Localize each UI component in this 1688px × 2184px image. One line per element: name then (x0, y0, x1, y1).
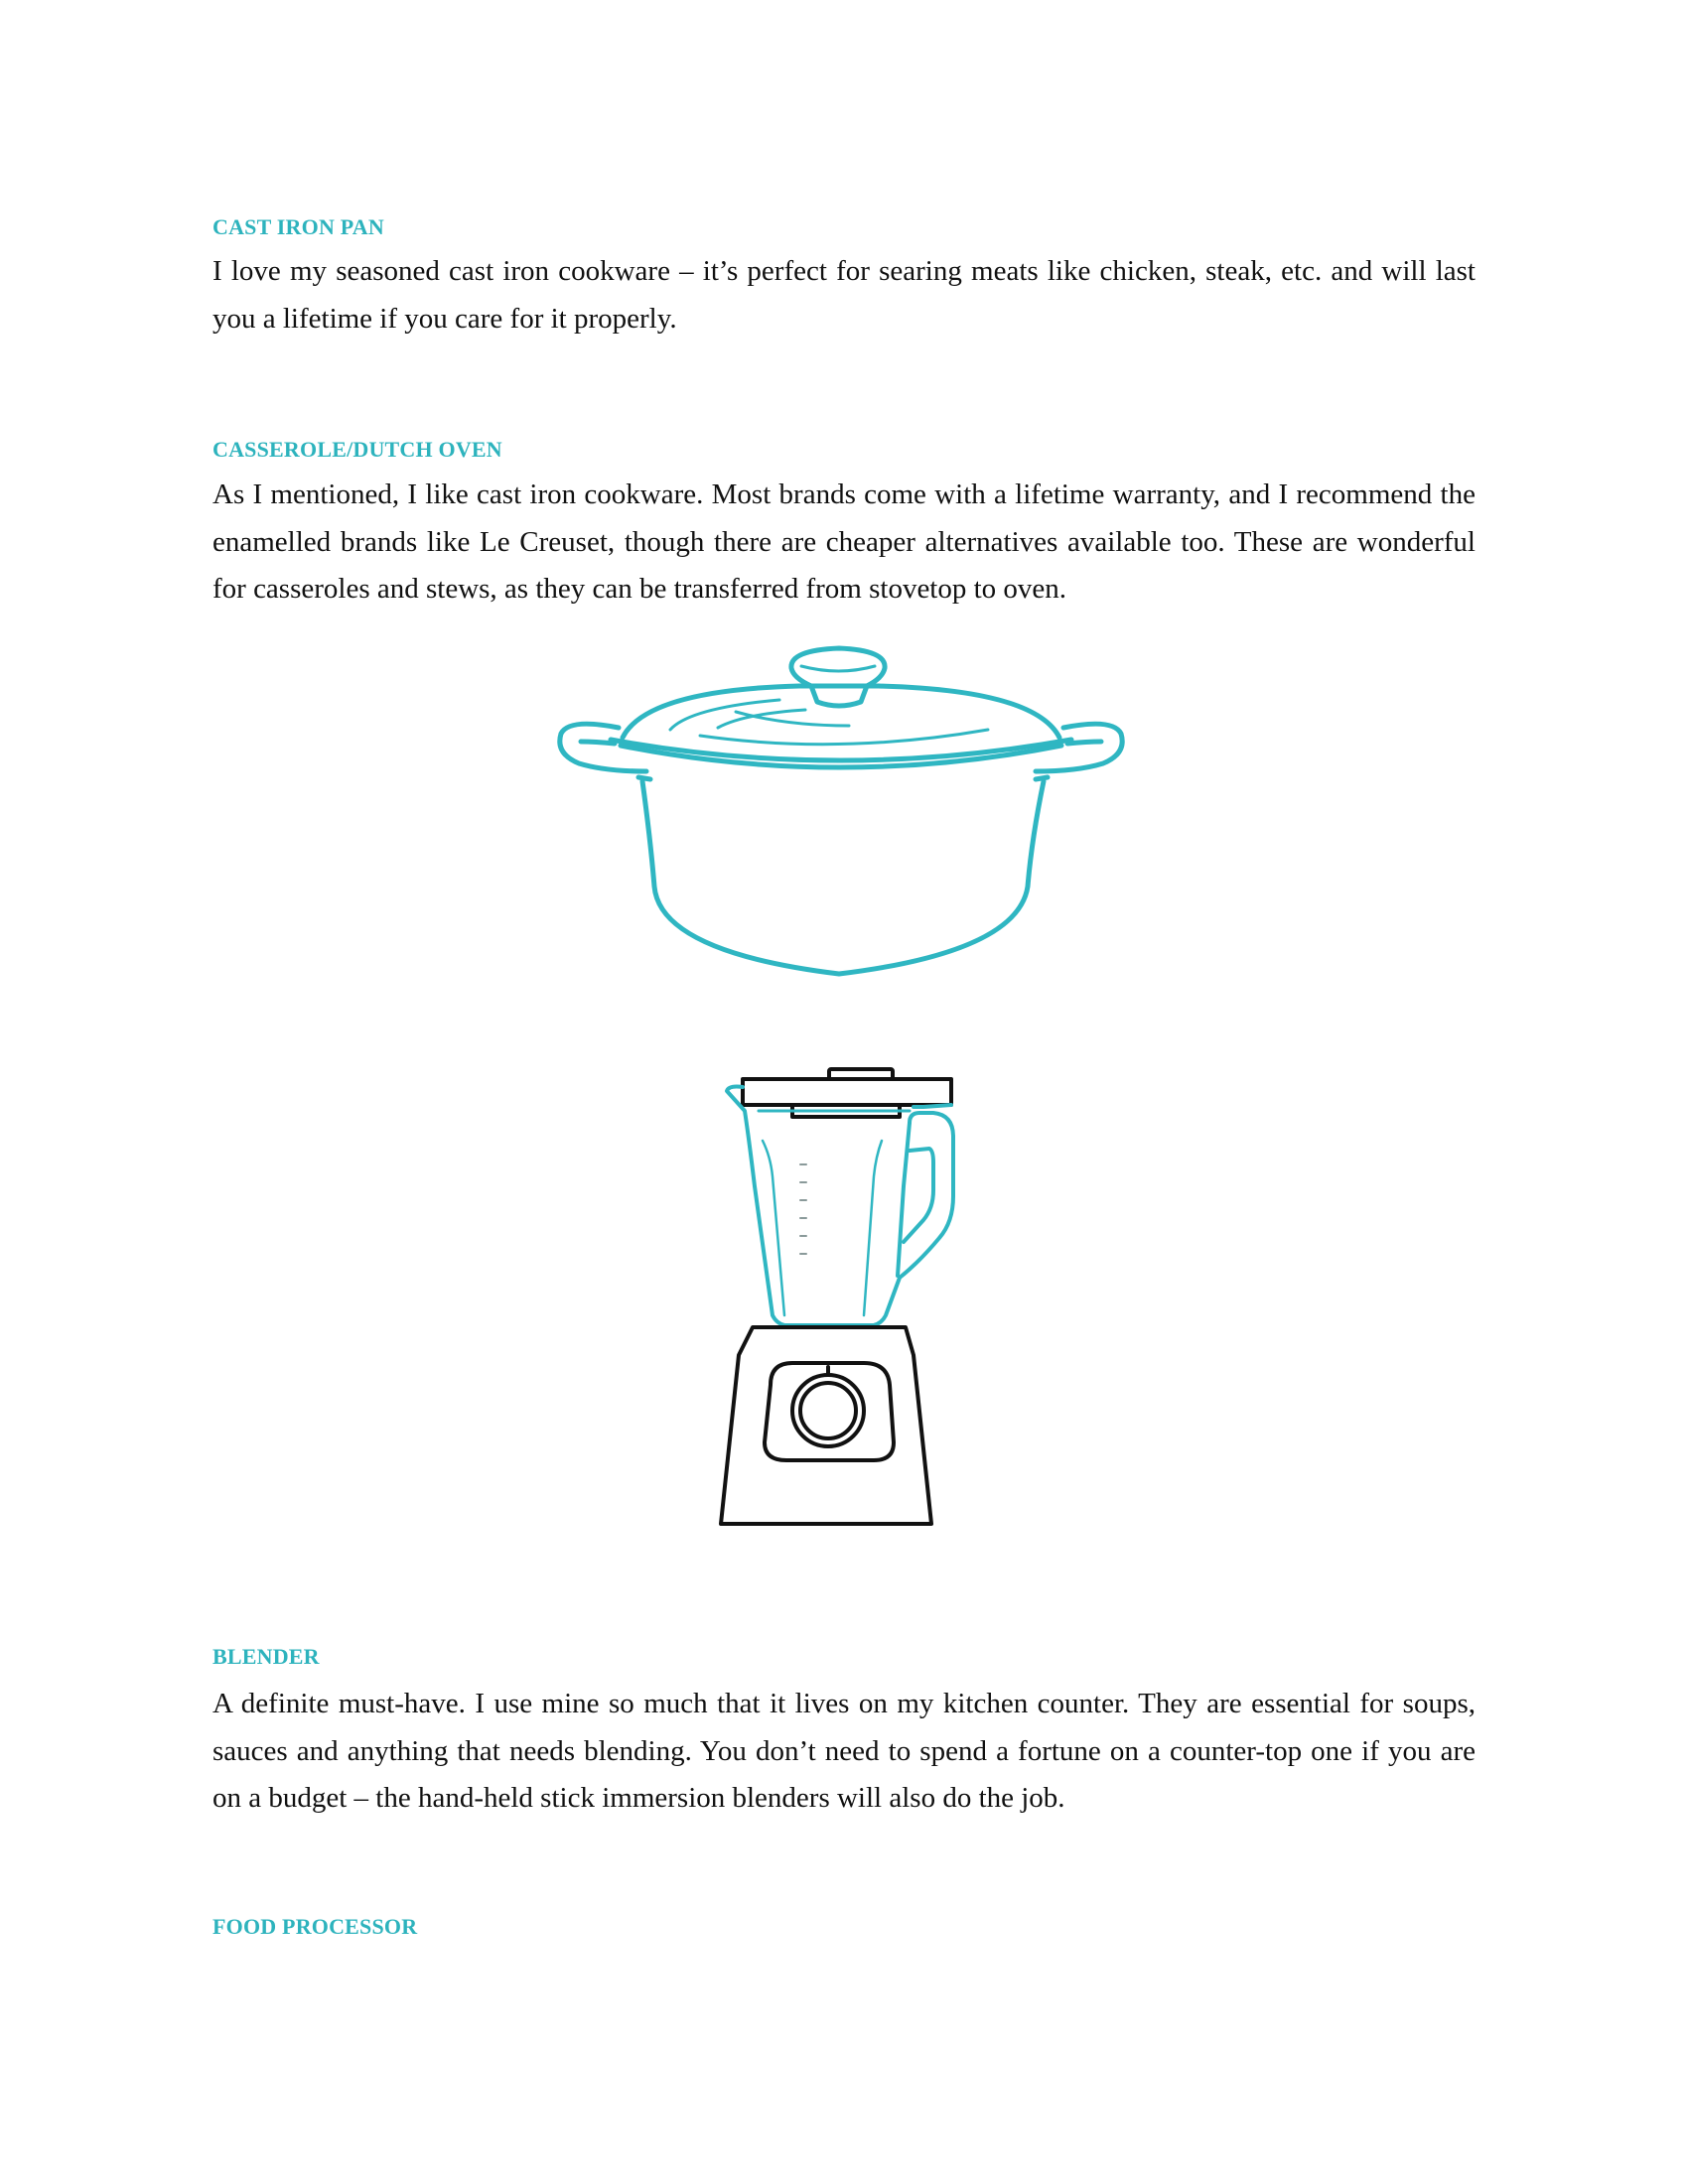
section-body-casserole: As I mentioned, I like cast iron cookware. Most brands come with a lifetime warranty, and I recommend the enamelled brands like Le Creuset, though there are cheaper alternatives available too. These are wonderful for casseroles and stews, as they can be transferred from stovetop to oven. (212, 478, 1476, 605)
section-heading-food-processor: FOOD PROCESSOR (212, 1914, 418, 1939)
section-heading-casserole: CASSEROLE/DUTCH OVEN (212, 437, 502, 462)
section-heading-blender: BLENDER (212, 1644, 320, 1669)
section-heading-cast-iron-pan: CAST IRON PAN (212, 214, 384, 239)
section-body-blender: A definite must-have. I use mine so much that it lives on my kitchen counter. They are essential for soups, sauces and anything that needs blending. You don’t need to spend a fortune on a counter-top one if you are on a budget – the hand-held stick immersion blenders will also do the job. (212, 1688, 1476, 1814)
blender-icon (715, 1067, 973, 1529)
dutch-oven-icon (551, 630, 1137, 983)
section-body-cast-iron-pan: I love my seasoned cast iron cookware – it’s perfect for searing meats like chicken, steak, etc. and will last you a lifetime if you care for it properly. (212, 255, 1476, 335)
